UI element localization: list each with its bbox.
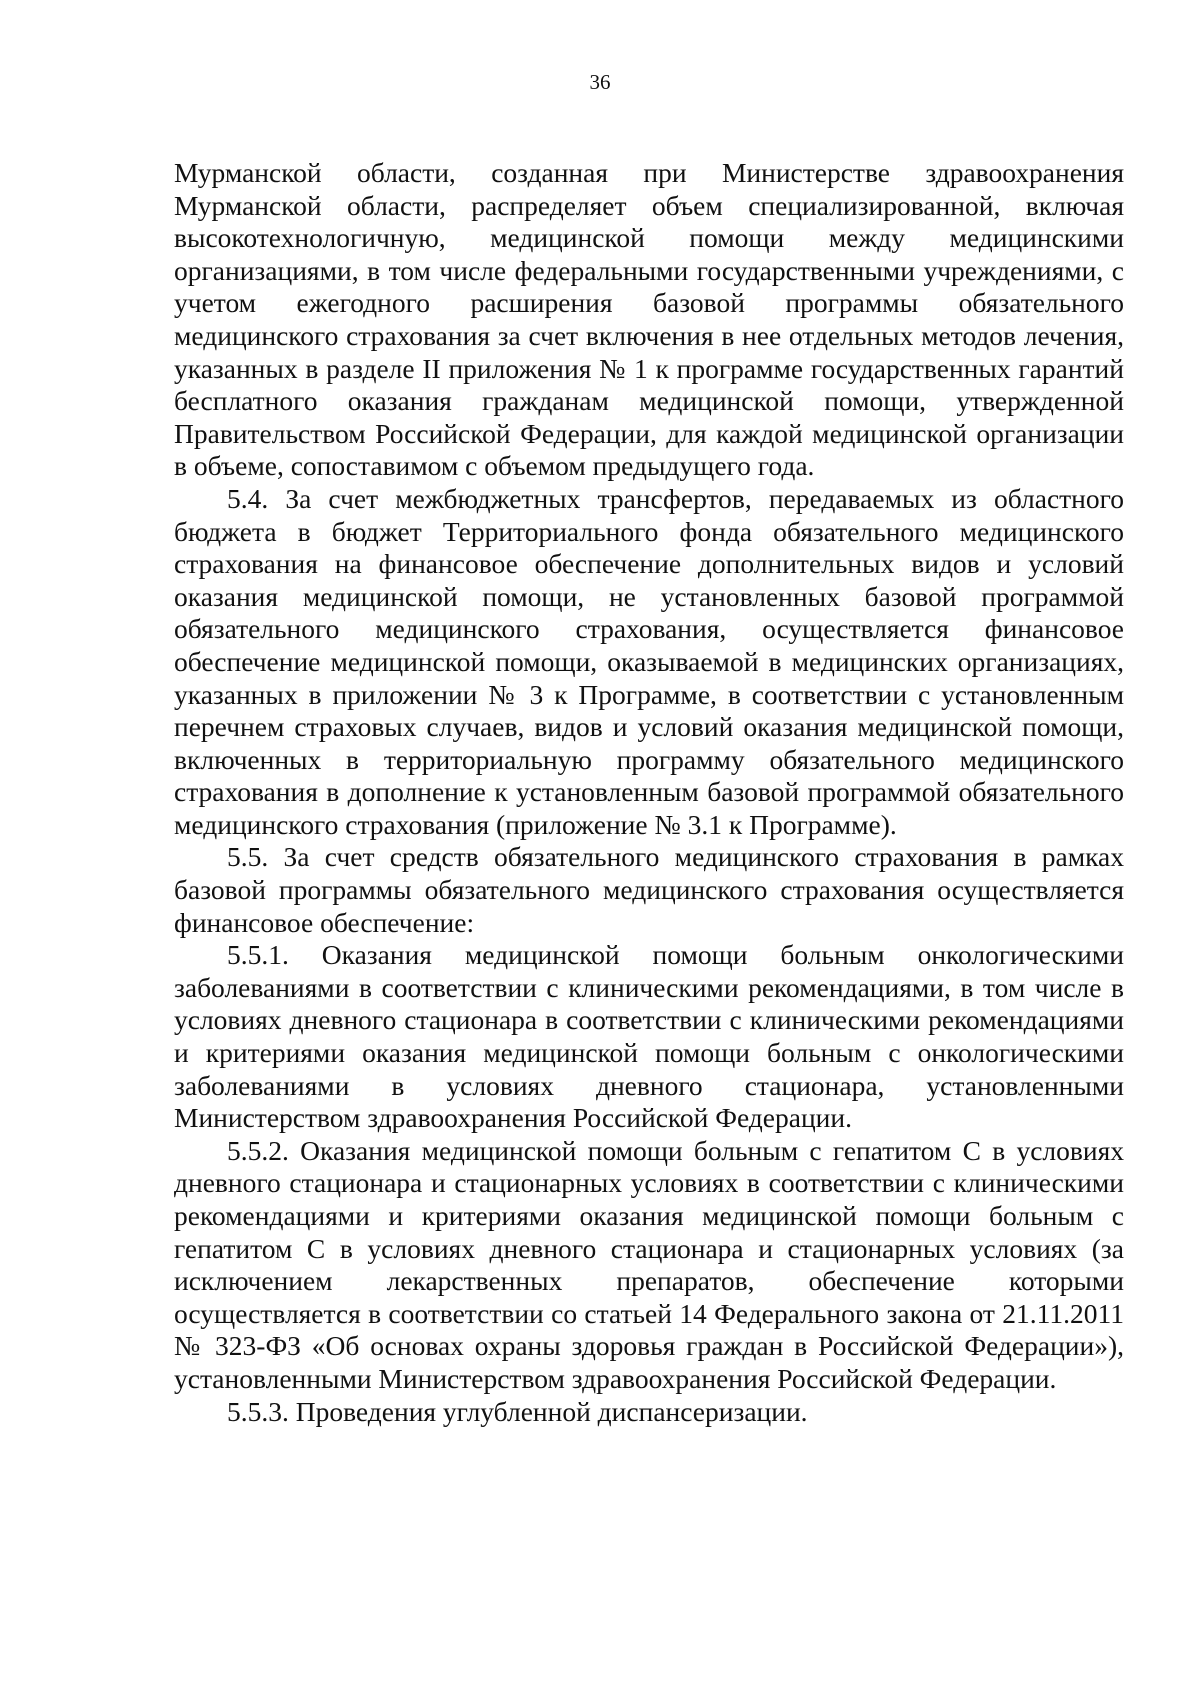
paragraph-5-5-1: 5.5.1. Оказания медицинской помощи больным онкологическими заболеваниями в соответствии с клиническими рекомендациями, в том числе в условиях дневного стационара в соответствии с клиническими рекомендациями и критериями оказания медицинской помощи больным с онкологическими заболеваниями в условиях дневного стационара, установленными Министерством здравоохранения Российской Федерации. (174, 939, 1124, 1134)
paragraph-continuation: Мурманской области, созданная при Министерстве здравоохранения Мурманской области, распределяет объем специализированной, включая высокотехнологичную, медицинской помощи между медицинскими организациями, в том числе федеральными государственными учреждениями, с учетом ежегодного расширения базовой программы обязательного медицинского страхования за счет включения в нее отдельных методов лечения, указанных в разделе II приложения № 1 к программе государственных гарантий бесплатного оказания гражданам медицинской помощи, утвержденной Правительством Российской Федерации, для каждой медицинской организации в объеме, сопоставимом с объемом предыдущего года. (174, 157, 1124, 482)
paragraph-5-5-2: 5.5.2. Оказания медицинской помощи больным с гепатитом С в условиях дневного стационара и стационарных условиях в соответствии с клиническими рекомендациями и критериями оказания медицинской помощи больным с гепатитом С в условиях дневного стационара и стационарных условиях (за исключением лекарственных препаратов, обеспечение которыми осуществляется в соответствии со статьей 14 Федерального закона от 21.11.2011 № 323-ФЗ «Об основах охраны здоровья граждан в Российской Федерации»), установленными Министерством здравоохранения Российской Федерации. (174, 1134, 1124, 1394)
page-number: 36 (589, 70, 611, 94)
paragraph-5-5: 5.5. За счет средств обязательного медицинского страхования в рамках базовой программы обязательного медицинского страхования осуществляется финансовое обеспечение: (174, 841, 1124, 938)
paragraph-5-4: 5.4. За счет межбюджетных трансфертов, передаваемых из областного бюджета в бюджет Территориального фонда обязательного медицинского страхования на финансовое обеспечение дополнительных видов и условий оказания медицинской помощи, не установленных базовой программой обязательного медицинского страхования, осуществляется финансовое обеспечение медицинской помощи, оказываемой в медицинских организациях, указанных в приложении № 3 к Программе, в соответствии с установленным перечнем страховых случаев, видов и условий оказания медицинской помощи, включенных в территориальную программу обязательного медицинского страхования в дополнение к установленным базовой программой обязательного медицинского страхования (приложение № 3.1 к Программе). (174, 482, 1124, 840)
paragraph-5-5-3: 5.5.3. Проведения углубленной диспансеризации. (227, 1395, 808, 1427)
document-body (174, 157, 1124, 1428)
